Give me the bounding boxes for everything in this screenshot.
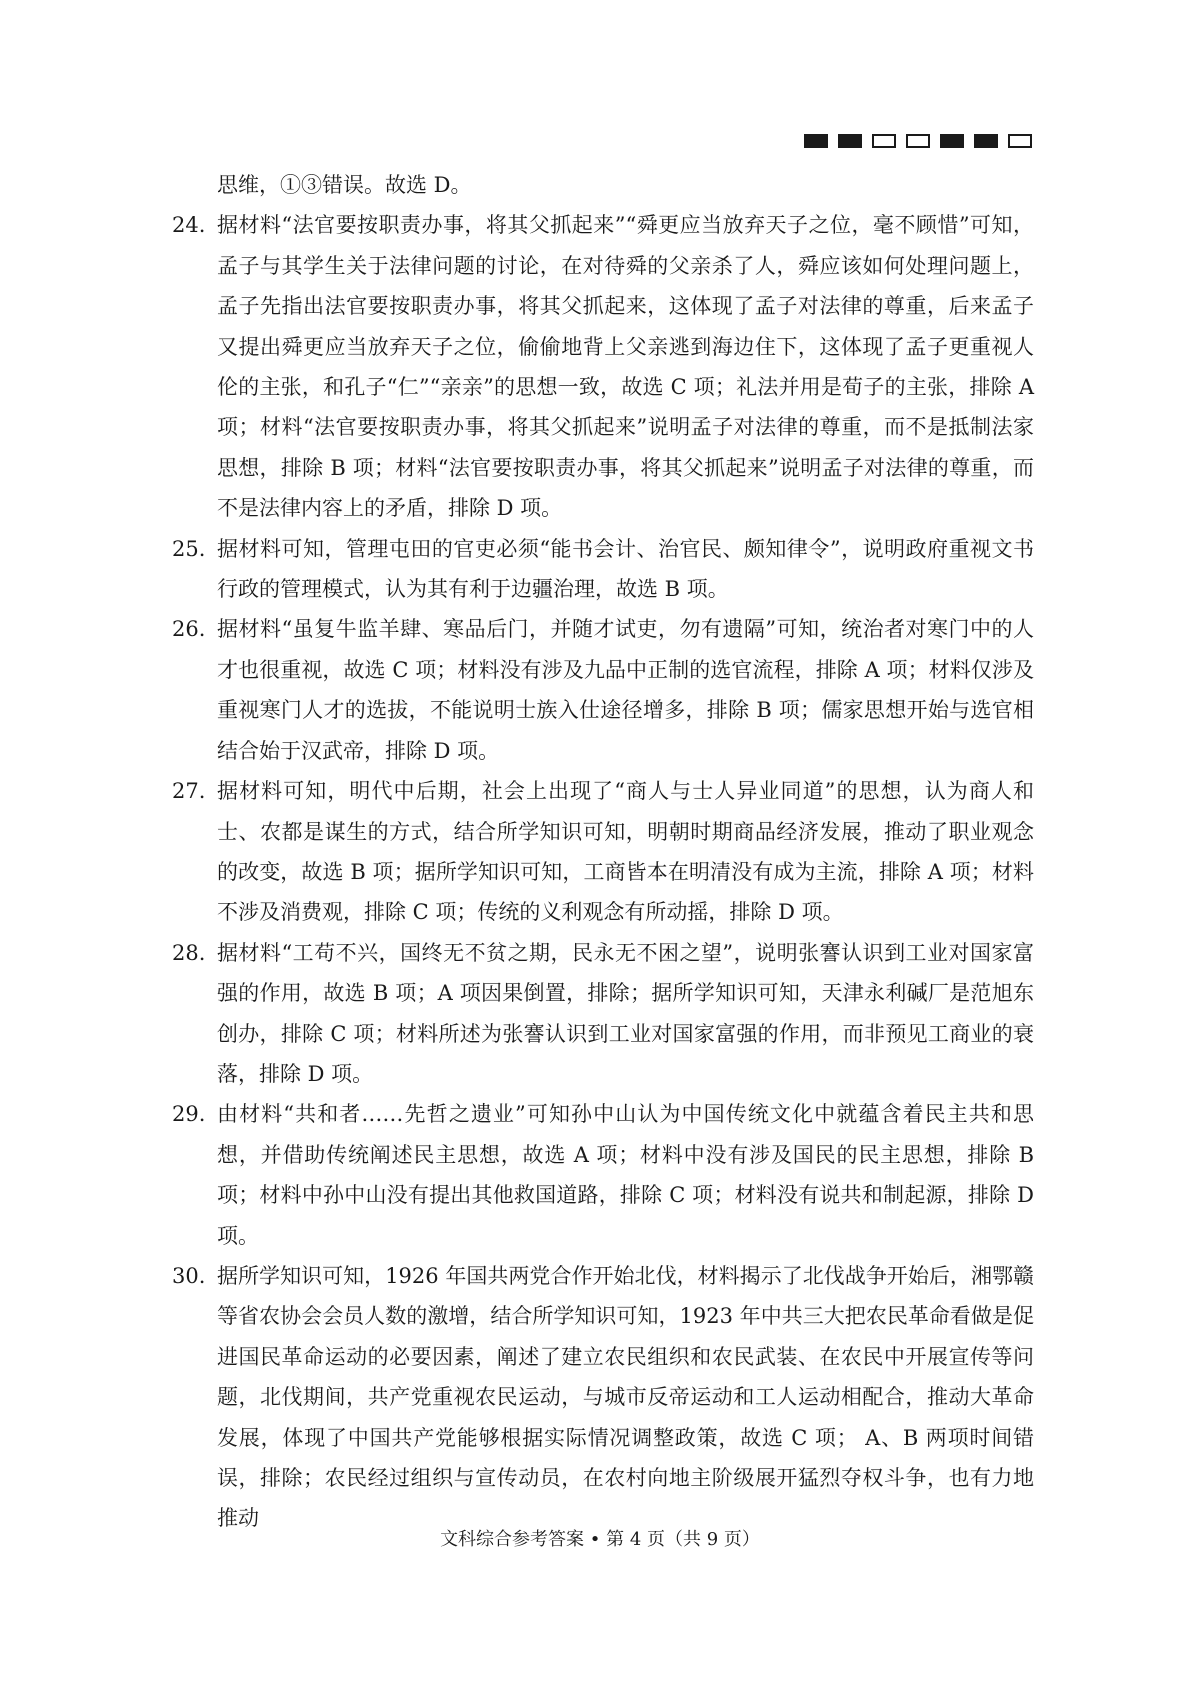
answer-number: 27. — [172, 779, 206, 804]
answer-text: 据材料“法官要按职责办事，将其父抓起来”“舜更应当放弃天子之位，毫不顾惜”可知，孟子与其学生关于法律问题的讨论，在对待舜的父亲杀了人，舜应该如何处理问题上，孟子先指出法官要按职责办事，将其父抓起来，这体现了孟子对法律的尊重，后来孟子又提出舜更应当放弃天子之位，偷偷地背上父亲逃到海边住下，这体现了孟子更重视人伦的主张，和孔子“仁”“亲亲”的思想一致，故选 C 项；礼法并用是荀子的主张，排除 A 项；材料“法官要按职责办事，将其父抓起来”说明孟子对法律的尊重，而不是抵制法家思想，排除 B 项；材料“法官要按职责办事，将其父抓起来”说明孟子对法律的尊重，而不是法律内容上的矛盾，排除 D 项。 — [217, 213, 1034, 521]
answer-number: 30. — [172, 1263, 206, 1288]
answer-text: 据所学知识可知，1926 年国共两党合作开始北伐，材料揭示了北伐战争开始后，湘鄂赣等省农协会会员人数的激增，结合所学知识可知，1923 年中共三大把农民革命看做是促进国民革命运动的必要因素，阐述了建立农民组织和农民武装、在农民中开展宣传等问题，北伐期间，共产党重视农民运动，与城市反帝运动和工人运动相配合，推动大革命发展，体现了中国共产党能够根据实际情况调整政策，故选 C 项； A、B 两项时间错误，排除；农民经过组织与宣传动员，在农村向地主阶级展开猛烈夺权斗争，也有力地推动 — [217, 1263, 1034, 1531]
answer-item — [172, 609, 1034, 771]
answer-text: 据材料可知，明代中后期，社会上出现了“商人与士人异业同道”的思想，认为商人和士、农都是谋生的方式，结合所学知识可知，明朝时期商品经济发展，推动了职业观念的改变，故选 B 项；据所学知识可知，工商皆本在明清没有成为主流，排除 A 项；材料不涉及消费观，排除 C 项；传统的义利观念有所动摇，排除 D 项。 — [217, 779, 1034, 925]
header-square-empty — [872, 134, 896, 148]
header-square-filled — [838, 134, 862, 148]
answer-number: 26. — [172, 617, 206, 642]
continued-text: 思维，①③错误。故选 D。 — [217, 173, 472, 197]
answer-text: 据材料“虽复牛监羊肆、寒品后门，并随才试吏，勿有遗隔”可知，统治者对寒门中的人才也很重视，故选 C 项；材料没有涉及九品中正制的选官流程，排除 A 项；材料仅涉及重视寒门人才的选拔，不能说明士族入仕途径增多，排除 B 项；儒家思想开始与选官相结合始于汉武帝，排除 D 项。 — [217, 617, 1034, 763]
header-square-empty — [1008, 134, 1032, 148]
header-squares — [804, 134, 1032, 148]
header-square-empty — [906, 134, 930, 148]
header-square-filled — [804, 134, 828, 148]
answer-number: 24. — [172, 213, 206, 238]
answer-list — [172, 205, 1034, 1538]
answer-text: 由材料“共和者……先哲之遗业”可知孙中山认为中国传统文化中就蕴含着民主共和思想，并借助传统阐述民主思想，故选 A 项；材料中没有涉及国民的民主思想，排除 B 项；材料中孙中山没有提出其他救国道路，排除 C 项；材料没有说共和制起源，排除 D 项。 — [217, 1102, 1034, 1248]
answer-item — [172, 529, 1034, 610]
answer-item — [172, 771, 1034, 933]
answer-number: 29. — [172, 1102, 206, 1127]
answer-item — [172, 205, 1034, 528]
answer-item — [172, 933, 1034, 1095]
header-square-filled — [940, 134, 964, 148]
answer-item — [172, 1256, 1034, 1539]
header-square-filled — [974, 134, 998, 148]
answer-number: 28. — [172, 940, 206, 965]
answer-number: 25. — [172, 536, 206, 561]
answer-text: 据材料“工苟不兴，国终无不贫之期，民永无不困之望”，说明张謇认识到工业对国家富强的作用，故选 B 项；A 项因果倒置，排除；据所学知识可知，天津永利碱厂是范旭东创办，排除 C 项；材料所述为张謇认识到工业对国家富强的作用，而非预见工商业的衰落，排除 D 项。 — [217, 940, 1034, 1086]
answer-text: 据材料可知，管理屯田的官吏必须“能书会计、治官民、颇知律令”，说明政府重视文书行政的管理模式，认为其有利于边疆治理，故选 B 项。 — [217, 536, 1034, 602]
answer-content — [172, 165, 1034, 1539]
answer-item — [172, 1094, 1034, 1256]
page-footer: 文科综合参考答案 • 第 4 页（共 9 页） — [440, 1529, 760, 1550]
